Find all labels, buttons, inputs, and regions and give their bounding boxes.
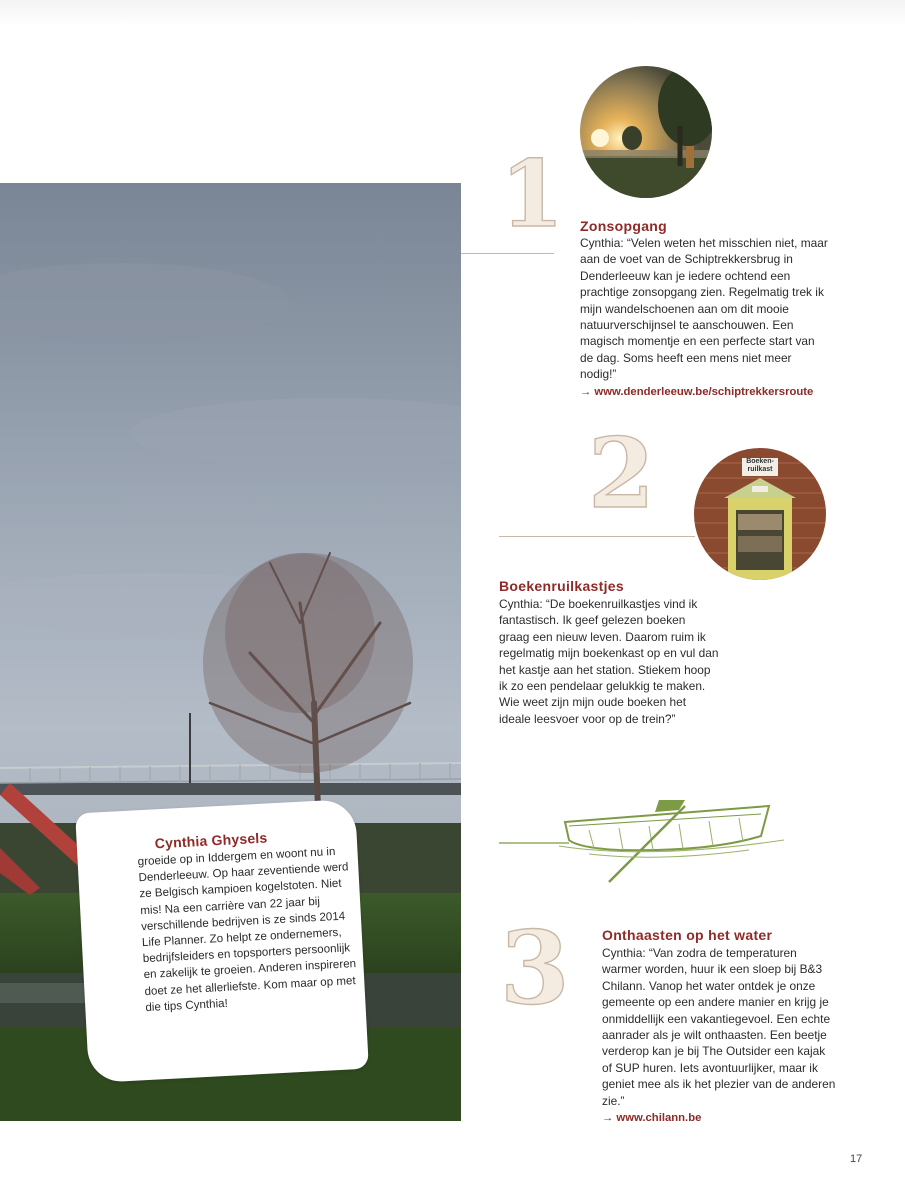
section-1-rule [461,253,554,254]
bookcase-sign: Boeken-ruilkast [746,458,774,473]
section-2-number: 2 [588,417,655,530]
section-3-title: Onthaasten op het water [602,927,773,943]
section-3-body: Cynthia: “Van zodra de temperaturen warmer worden, huur ik een sloep bij B&3 Chilann. Vanop het water ontdek je onze gemeente op een andere manier en krijg je onmiddellijk een vakantiegevoel. Een echte aanrader als je wilt onthaasten. Een beetje verderop kan je bij The Outsider een kajak of SUP huren. Iets avontuurlijker, maar ik geniet mee als ik het plezier van de anderen zie.” [602,946,836,1108]
section-1-body: Cynthia: “Velen weten het misschien niet, maar aan de voet van de Schiptrekkersbrug in Denderleeuw kan je iedere ochtend een prachtige zonsopgang zien. Regelmatig trek ik mijn wandelschoenen aan om dit mooie natuurverschijnsel te aanschouwen. Een magisch momentje en een perfecte start van de dag. Soms heeft een mens niet meer nodig!” [580,236,828,382]
section-1-link[interactable]: → www.denderleeuw.be/schiptrekkersroute [580,386,814,398]
page-top-fade [0,0,905,26]
page-number: 17 [850,1153,863,1165]
section-3-link[interactable]: → www.chilann.be [602,1112,702,1124]
section-1-title: Zonsopgang [580,218,667,234]
rowboat-illustration [499,800,784,885]
bio-card [75,799,369,1083]
section-3-number: 3 [500,909,570,1027]
section-2-rule [499,536,695,537]
bio-name: Cynthia Ghysels [154,829,268,852]
section-2-body: Cynthia: “De boekenruilkastjes vind ik fantastisch. Ik geef gelezen boeken graag een nieuw leven. Daarom ruim ik regelmatig mijn boekenkast op en vul dan het kastje aan het station. Stiekem hoop ik zo een pendelaar gelukkig te maken. Wie weet zijn mijn oude boeken het ideale leesvoer voor op de trein?” [499,597,719,726]
sunrise-photo [580,66,712,198]
section-2-title: Boekenruilkastjes [499,578,624,594]
bio-text: groeide op in Iddergem en woont nu in Denderleeuw. Op haar zeventiende werd ze Belgisch kampioen kogelstoten. Niet mis! Na een carrière van 22 jaar bij verschillende bedrijven is ze sinds 2014 Life Planner. Zo helpt ze ondernemers, bedrijfsleiders en topsporters persoonlijk en zakelijk te groeien. Anderen inspireren doet ze het allerliefste. Kom maar op met die tips Cynthia! [137,844,357,1014]
section-1-number: 1 [500,140,565,248]
